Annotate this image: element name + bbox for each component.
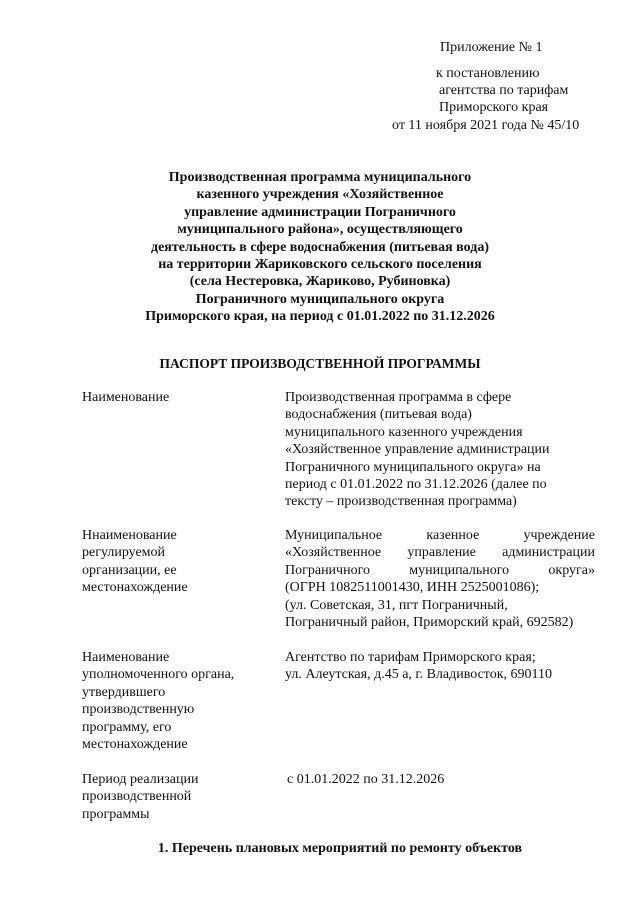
word: «Хозяйственное <box>285 545 382 561</box>
label-line: Ннаименование <box>82 528 177 543</box>
program-title <box>120 169 520 326</box>
value-line: Пограничного муниципального округа» на <box>285 459 541 475</box>
label-line: Период реализации <box>82 772 199 787</box>
word: администрации <box>502 545 595 561</box>
row-value <box>285 527 595 631</box>
row-label <box>82 389 272 406</box>
label-line: утвердившего <box>82 684 166 700</box>
title-line: казенного учреждения «Хозяйственное <box>196 187 444 203</box>
row-label <box>82 527 272 597</box>
title-line: Производственная программа муниципального <box>168 170 472 185</box>
value-line: Агентство по тарифам Приморского края; <box>285 650 536 665</box>
value-line: Производственная программа в сфере <box>285 390 512 405</box>
passport-heading: ПАСПОРТ ПРОИЗВОДСТВЕННОЙ ПРОГРАММЫ <box>159 356 481 371</box>
row-value <box>287 771 597 788</box>
label-line: Наименование <box>82 390 170 405</box>
value-line: (ул. Советская, 31, пгт Пограничный, <box>285 597 508 613</box>
word: Пограничного <box>285 562 370 578</box>
word: учреждение <box>523 528 595 543</box>
word: Муниципальное <box>285 528 383 543</box>
value-line: (ОГРН 1082511001430, ИНН 2525001086); <box>285 580 540 596</box>
value-line <box>285 544 595 561</box>
word: муниципального <box>409 562 510 578</box>
appendix-line-1: к постановлению <box>436 66 540 81</box>
title-line: муниципального района», осуществляющего <box>177 222 463 238</box>
title-line: на территории Жариковского сельского поселения <box>158 257 482 273</box>
row-value <box>285 389 595 511</box>
value-line: Пограничный район, Приморский край, 692582) <box>285 615 574 631</box>
word: казенное <box>426 528 480 543</box>
value-line: период с 01.01.2022 по 31.12.2026 (далее по <box>285 477 547 493</box>
value-line <box>285 562 595 579</box>
value-line: с 01.01.2022 по 31.12.2026 <box>287 772 445 787</box>
label-line: производственной <box>82 789 192 805</box>
value-line <box>285 527 595 544</box>
value-line: «Хозяйственное управление администрации <box>285 442 550 458</box>
row-label <box>82 649 272 753</box>
title-line: (села Нестеровка, Жариково, Рубиновка) <box>189 274 451 290</box>
appendix-line-4: от 11 ноября 2021 года № 45/10 <box>392 118 580 133</box>
label-line: производственную <box>82 702 195 718</box>
title-line: Пограничного муниципального округа <box>195 291 445 307</box>
label-line: программу, его <box>82 719 172 735</box>
label-line: регулируемой <box>82 545 166 561</box>
section-1-heading: 1. Перечень плановых мероприятий по ремонту объектов <box>157 841 523 856</box>
value-line: муниципального казенного учреждения <box>285 424 523 440</box>
label-line: организации, ее <box>82 562 177 578</box>
title-line: Приморского края, на период с 01.01.2022 по 31.12.2026 <box>145 309 495 325</box>
value-line: водоснабжения (питьевая вода) <box>285 407 472 423</box>
appendix-number: Приложение № 1 <box>440 40 543 55</box>
value-line: тексту – производственная программа) <box>285 494 517 510</box>
label-line: местонахождение <box>82 737 188 753</box>
word: округа» <box>548 562 595 578</box>
label-line: местонахождение <box>82 580 188 596</box>
label-line: Наименование <box>82 650 170 665</box>
label-line: уполномоченного органа, <box>82 667 235 683</box>
row-value <box>285 649 595 684</box>
appendix-line-2: агентства по тарифам <box>439 83 569 98</box>
label-line: программы <box>82 806 150 822</box>
title-line: деятельность в сфере водоснабжения (питьевая вода) <box>151 239 489 255</box>
title-line: управление администрации Пограничного <box>184 204 456 220</box>
row-label <box>82 771 272 823</box>
word: управление <box>407 545 476 561</box>
value-line: ул. Алеутская, д.45 а, г. Владивосток, 690110 <box>285 667 553 683</box>
appendix-line-3: Приморского края <box>439 100 549 115</box>
